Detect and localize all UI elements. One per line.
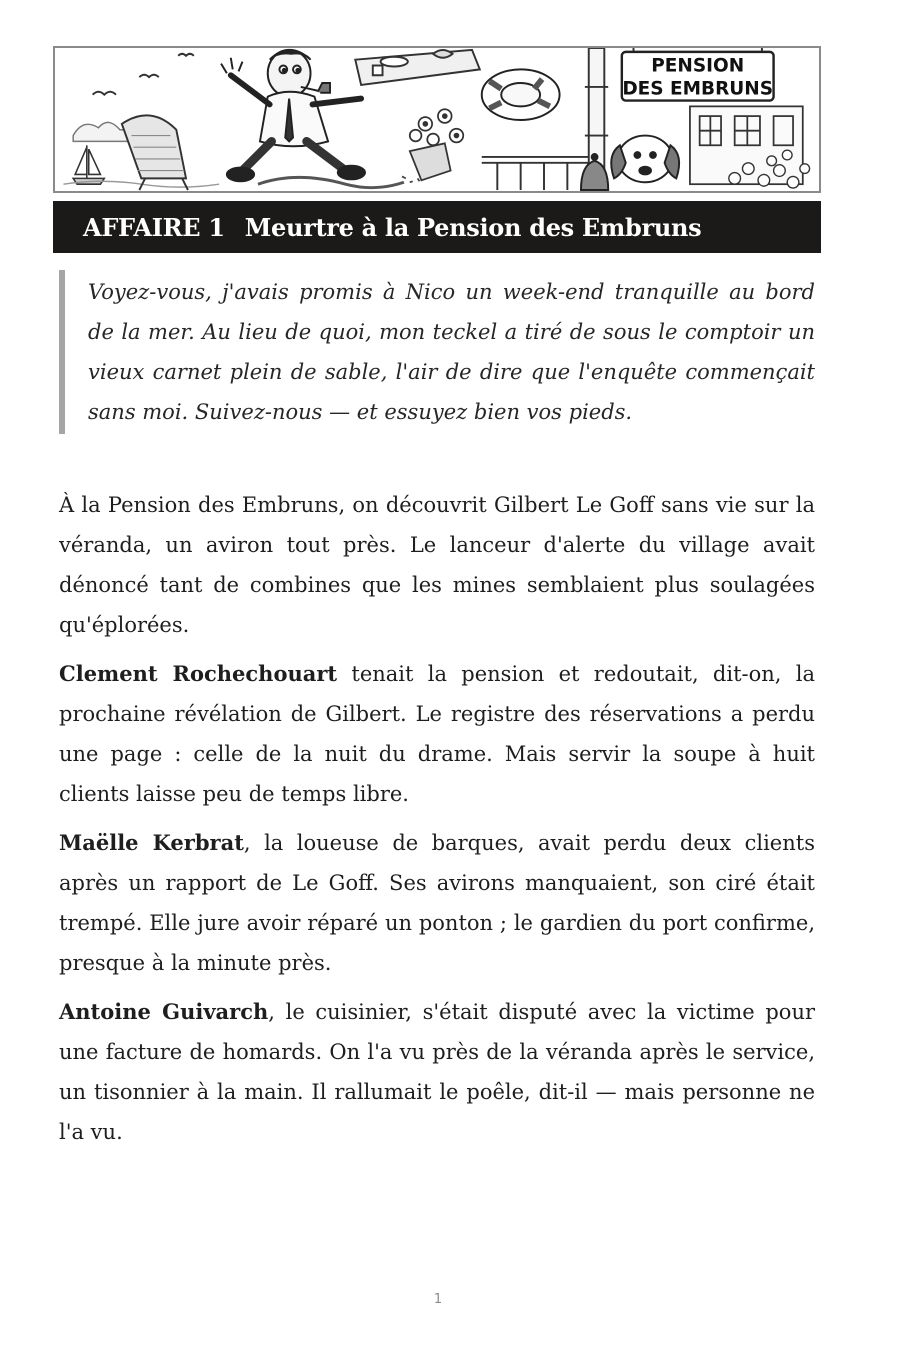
case-title-bar (53, 201, 821, 253)
pension-sign (622, 48, 774, 101)
breakfast-tray-icon (355, 50, 480, 85)
case-number: AFFAIRE 1 (83, 212, 225, 242)
suspect-description: , la loueuse de barques, avait perdu deux clients après un rapport de Le Goff. Ses avirons manquaient, son ciré était trempé. Elle jure avoir réparé un ponton ; le gardien du port confirme, presque à la minute près. (59, 831, 815, 975)
paragraph-suspect-2 (59, 823, 815, 983)
case-body (59, 485, 815, 1161)
page-number: 1 (433, 1292, 443, 1307)
header-illustration (53, 46, 821, 193)
wicker-chair-icon (122, 115, 188, 190)
veranda-railing (482, 157, 589, 190)
sign-line-2: DES EMBRUNS (622, 78, 774, 100)
suspect-name: Maëlle Kerbrat (59, 830, 244, 855)
paragraph-suspect-1 (59, 654, 815, 814)
case-title: Meurtre à la Pension des Embruns (244, 212, 702, 242)
life-ring-icon (482, 69, 560, 120)
sign-line-1: PENSION (651, 55, 745, 77)
paragraph-intro: À la Pension des Embruns, on découvrit Gilbert Le Goff sans vie sur la véranda, un aviron tout près. Le lanceur d'alerte du village avait dénoncé tant de combines que les mines semblaient plus soulagées qu'éplorées. (59, 493, 815, 637)
intro-quote: Voyez-vous, j'avais promis à Nico un week-end tranquille au bord de la mer. Au lieu de quoi, mon teckel a tiré de sous le comptoir un vieux carnet plein de sable, l'air de dire que l'enquête commençait sans moi. Suivez-nous — et essuyez bien vos pieds. (59, 270, 815, 434)
suspect-name: Antoine Guivarch (59, 999, 269, 1024)
paragraph-suspect-3 (59, 992, 815, 1152)
suspect-name: Clement Rochechouart (59, 661, 338, 686)
suspect-description: , le cuisinier, s'était disputé avec la victime pour une facture de homards. On l'a vu près de la véranda après le service, un tisonnier à la main. Il rallumait le poêle, dit-il — mais personne ne l'a vu. (59, 1000, 816, 1144)
detective-character-icon (221, 50, 365, 181)
seagull-icons (93, 54, 194, 95)
dog-icon (611, 136, 679, 183)
flower-pot-icon (402, 109, 463, 182)
suspect-description: tenait la pension et redoutait, dit-on, la prochaine révélation de Gilbert. Le registre des réservations a perdu une page : celle de la nuit du drame. Mais servir la soupe à huit clients laisse peu de temps libre. (59, 662, 815, 806)
seaside-scene-illustration (55, 48, 819, 191)
sailboat-icon (73, 145, 104, 184)
